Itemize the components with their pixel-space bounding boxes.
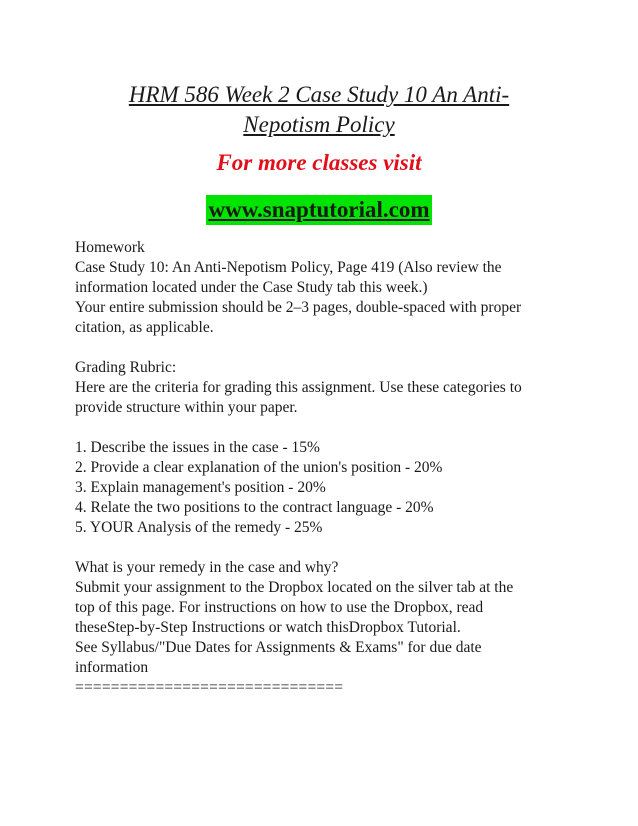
document-title	[90, 80, 548, 140]
grading-rubric-heading: Grading Rubric:	[75, 359, 177, 376]
rubric-item: 3. Explain management's position - 20%	[75, 479, 326, 496]
submission-line-1: Your entire submission should be 2–3 pages, double-spaced with proper	[75, 299, 522, 316]
rubric-item: 5. YOUR Analysis of the remedy - 25%	[75, 519, 323, 536]
title-line-1: HRM 586 Week 2 Case Study 10 An Anti-	[128, 82, 510, 107]
submit-line-1: Submit your assignment to the Dropbox located on the silver tab at the	[75, 579, 514, 596]
spacer	[75, 418, 575, 438]
divider-line: ==============================	[75, 679, 344, 696]
spacer	[75, 538, 575, 558]
criteria-line-2: provide structure within your paper.	[75, 399, 298, 416]
case-study-line-1: Case Study 10: An Anti-Nepotism Policy, Page 419 (Also review the	[75, 259, 502, 276]
instructions-line: theseStep-by-Step Instructions or watch thisDropbox Tutorial.	[75, 619, 461, 636]
spacer	[75, 338, 575, 358]
link-container	[0, 195, 638, 225]
syllabus-line-2: information	[75, 659, 149, 676]
remedy-question: What is your remedy in the case and why?	[75, 559, 339, 576]
homework-heading: Homework	[75, 239, 145, 256]
rubric-item: 2. Provide a clear explanation of the union's position - 20%	[75, 459, 443, 476]
case-study-line-2: information located under the Case Study tab this week.)	[75, 279, 428, 296]
promo-text: For more classes visit	[216, 150, 422, 175]
document-body	[75, 238, 575, 698]
website-link[interactable]: www.snaptutorial.com	[206, 195, 431, 225]
rubric-item: 4. Relate the two positions to the contract language - 20%	[75, 499, 434, 516]
title-line-2: Nepotism Policy	[243, 112, 395, 137]
rubric-item: 1. Describe the issues in the case - 15%	[75, 439, 320, 456]
submission-line-2: citation, as applicable.	[75, 319, 214, 336]
submit-line-2: top of this page. For instructions on how to use the Dropbox, read	[75, 599, 484, 616]
syllabus-line-1: See Syllabus/"Due Dates for Assignments & Exams" for due date	[75, 639, 482, 656]
criteria-line-1: Here are the criteria for grading this assignment. Use these categories to	[75, 379, 522, 396]
